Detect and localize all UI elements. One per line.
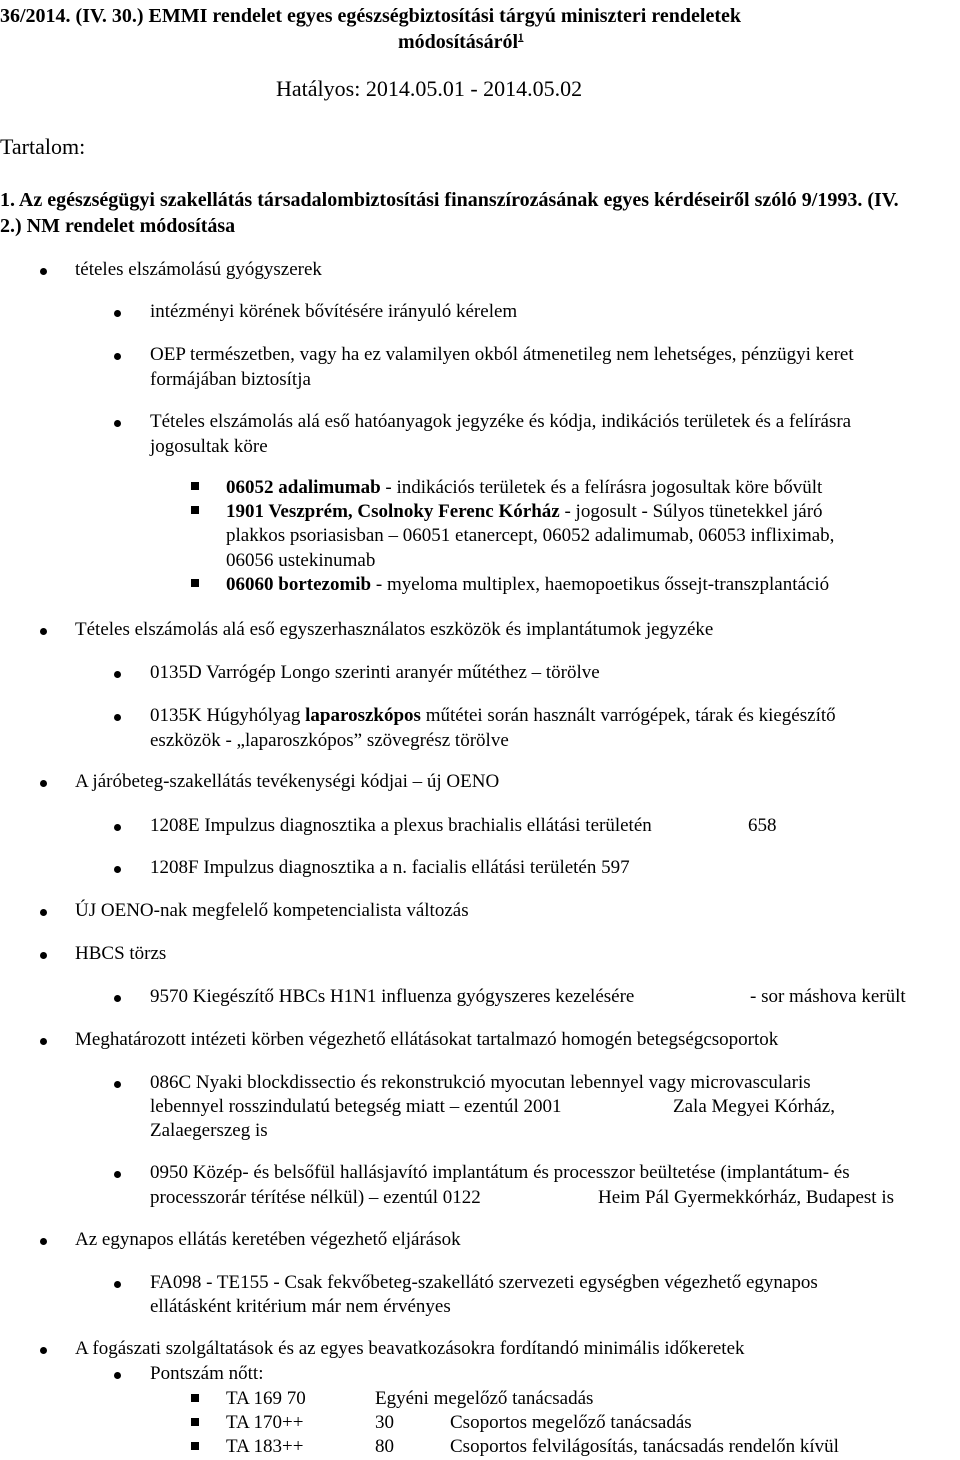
- table-row-value: 30: [375, 1412, 394, 1433]
- square-bullet-icon: [191, 1442, 199, 1450]
- list-item: 0135K Húgyhólyag laparoszkópos műtétei során használt varrógépek, tárak és kiegészítő: [150, 705, 836, 726]
- bullet-icon: [40, 952, 47, 959]
- square-bullet-icon: [191, 482, 199, 490]
- contents-label: Tartalom:: [0, 134, 86, 159]
- list-item-number: 658: [748, 815, 777, 836]
- bullet-icon: [114, 714, 121, 721]
- list-item: FA098 - TE155 - Csak fekvőbeteg-szakellátó szervezeti egységben végezhető egynapos: [150, 1272, 818, 1293]
- square-bullet-icon: [191, 506, 199, 514]
- bullet-icon: [40, 909, 47, 916]
- bullet-icon: [114, 1081, 121, 1088]
- bullet-icon: [40, 1347, 47, 1354]
- table-row-desc: Csoportos megelőző tanácsadás: [450, 1412, 692, 1433]
- list-item: ÚJ OENO-nak megfelelő kompetencialista változás: [75, 900, 469, 921]
- bullet-icon: [114, 671, 121, 678]
- bullet-icon: [114, 310, 121, 317]
- square-bullet-icon: [191, 579, 199, 587]
- list-item: 1208F Impulzus diagnosztika a n. facialis ellátási területén 597: [150, 857, 630, 878]
- list-item: Az egynapos ellátás keretében végezhető eljárások: [75, 1229, 461, 1250]
- bullet-icon: [114, 1171, 121, 1178]
- bullet-icon: [114, 1372, 121, 1379]
- section1-heading-line1: 1. Az egészségügyi szakellátás társadalombiztosítási finanszírozásának egyes kérdéseiről szóló 9/1993. (IV.: [0, 189, 899, 211]
- list-item-cont: ellátásként kritérium már nem érvényes: [150, 1296, 451, 1317]
- list-item-cont: jogosultak köre: [150, 436, 268, 457]
- list-item: 06052 adalimumab - indikációs területek és a felírásra jogosultak köre bővült: [226, 477, 823, 498]
- list-item-cont: 06056 ustekinumab: [226, 550, 376, 571]
- list-item: 9570 Kiegészítő HBCs H1N1 influenza gyógyszeres kezelésére: [150, 986, 635, 1007]
- effective-date: Hatályos: 2014.05.01 - 2014.05.02: [276, 76, 583, 101]
- bullet-icon: [40, 268, 47, 275]
- list-item-cont: Zalaegerszeg is: [150, 1120, 268, 1141]
- list-item: 1901 Veszprém, Csolnoky Ferenc Kórház - jogosult - Súlyos tünetekkel járó: [226, 501, 823, 522]
- footnote-link[interactable]: 1: [518, 31, 524, 44]
- list-item-cont: eszközök - „laparoszkópos” szövegrész törölve: [150, 730, 509, 751]
- list-item: 086C Nyaki blockdissectio és rekonstrukció myocutan lebennyel vagy microvascularis: [150, 1072, 811, 1093]
- bullet-icon: [40, 1038, 47, 1045]
- list-item: Meghatározott intézeti körben végezhető ellátásokat tartalmazó homogén betegségcsoportok: [75, 1029, 779, 1050]
- list-item-cont: formájában biztosítja: [150, 369, 311, 390]
- list-item: 0135D Varrógép Longo szerinti aranyér műtéthez – törölve: [150, 662, 600, 683]
- bullet-icon: [114, 995, 121, 1002]
- bullet-icon: [114, 824, 121, 831]
- list-item: Pontszám nőtt:: [150, 1363, 264, 1384]
- bullet-icon: [114, 866, 121, 873]
- document-title-line1: 36/2014. (IV. 30.) EMMI rendelet egyes egészségbiztosítási tárgyú miniszteri rendeletek: [0, 5, 741, 27]
- list-item: A járóbeteg-szakellátás tevékenységi kódjai – új OENO: [75, 771, 500, 792]
- bullet-icon: [40, 780, 47, 787]
- list-item-cont: lebennyel rosszindulatú betegség miatt – ezentúl 2001: [150, 1096, 562, 1117]
- table-row-desc: Egyéni megelőző tanácsadás: [375, 1388, 594, 1409]
- table-row-value: 80: [375, 1436, 394, 1457]
- list-item: A fogászati szolgáltatások és az egyes beavatkozásokra fordítandó minimális időkeretek: [75, 1338, 745, 1359]
- list-item-cont: plakkos psoriasisban – 06051 etanercept, 06052 adalimumab, 06053 infliximab,: [226, 525, 835, 546]
- table-row-code: TA 183++: [226, 1436, 304, 1457]
- bullet-icon: [114, 1281, 121, 1288]
- table-row-desc: Csoportos felvilágosítás, tanácsadás rendelőn kívül: [450, 1436, 839, 1457]
- bullet-icon: [114, 420, 121, 427]
- list-item: intézményi körének bővítésére irányuló kérelem: [150, 301, 518, 322]
- list-item: Tételes elszámolás alá eső egyszerhasználatos eszközök és implantátumok jegyzéke: [75, 619, 714, 640]
- list-item: HBCS törzs: [75, 943, 167, 964]
- list-item: Tételes elszámolás alá eső hatóanyagok jegyzéke és kódja, indikációs területek és a felírásra: [150, 411, 852, 432]
- square-bullet-icon: [191, 1418, 199, 1426]
- list-item-cont: processzorár térítése nélkül) – ezentúl 0122: [150, 1187, 481, 1208]
- list-item: 0950 Közép- és belsőfül hallásjavító implantátum és processzor beültetése (implantátum- és: [150, 1162, 850, 1183]
- table-row-code: TA 170++: [226, 1412, 304, 1433]
- list-item-cont: Zala Megyei Kórház,: [673, 1096, 835, 1117]
- bullet-icon: [114, 353, 121, 360]
- table-row-code: TA 169 70: [226, 1388, 306, 1409]
- section1-heading-line2: 2.) NM rendelet módosítása: [0, 215, 236, 237]
- list-item: 06060 bortezomib - myeloma multiplex, haemopoetikus őssejt-transzplantáció: [226, 574, 830, 595]
- list-item: OEP természetben, vagy ha ez valamilyen okból átmenetileg nem lehetséges, pénzügyi keret: [150, 344, 854, 365]
- bullet-icon: [40, 1238, 47, 1245]
- square-bullet-icon: [191, 1394, 199, 1402]
- bullet-icon: [40, 628, 47, 635]
- list-item-cont: Heim Pál Gyermekkórház, Budapest is: [598, 1187, 895, 1208]
- document-title-line2: módosításáról$^1$: [398, 31, 524, 53]
- list-item: 1208E Impulzus diagnosztika a plexus brachialis ellátási területén: [150, 815, 652, 836]
- list-item-tail: - sor máshova került: [750, 986, 906, 1007]
- list-item: tételes elszámolású gyógyszerek: [75, 259, 322, 280]
